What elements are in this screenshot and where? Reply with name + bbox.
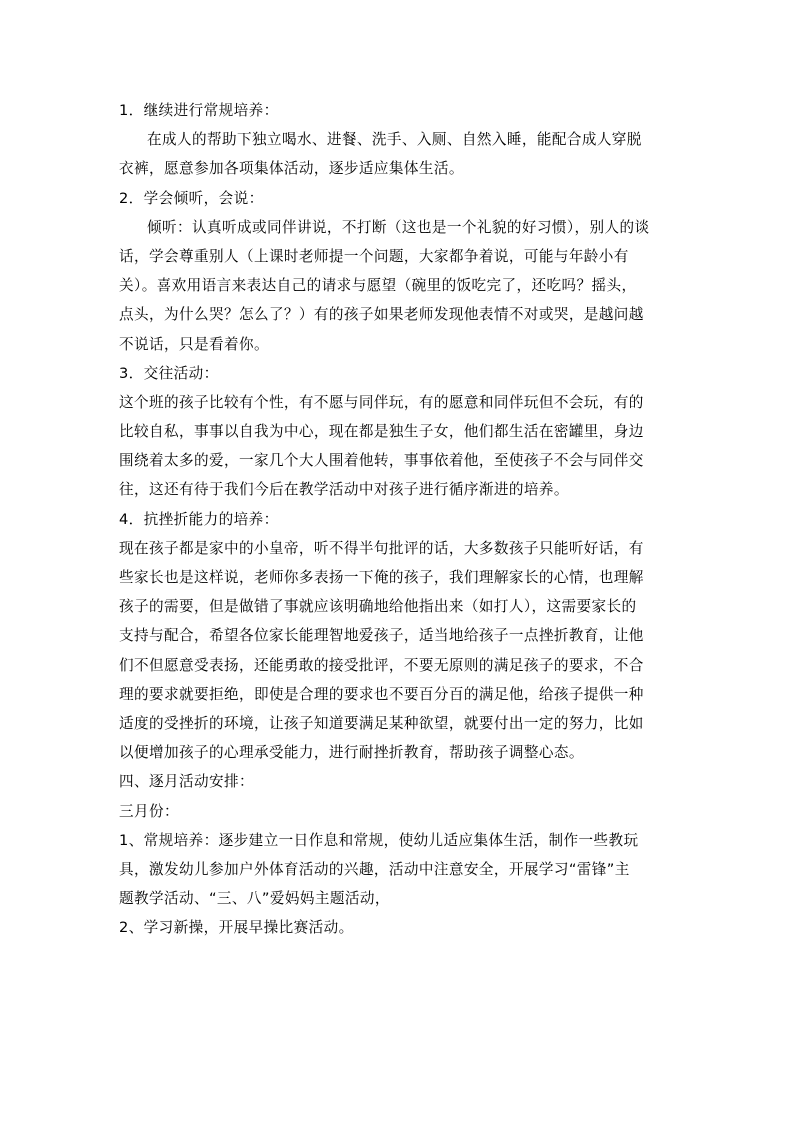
section-heading: 1．继续进行常规培养： — [119, 102, 279, 119]
paragraph-line: 适度的受挫折的环境，让孩子知道要满足某种欲望，就要付出一定的努力，比如 — [119, 714, 644, 732]
paragraph-line: 题教学活动、“三、八”爱妈妈主题活动， — [119, 890, 390, 908]
paragraph-line: 比较自私，事事以自我为中心，现在都是独生子女，他们都生活在密罐里，身边 — [119, 423, 644, 441]
paragraph-line: 孩子的需要，但是做错了事就应该明确地给他指出来（如打人），这需要家长的 — [119, 598, 637, 616]
paragraph-line: 理的要求就要拒绝，即使是合理的要求也不要百分百的满足他，给孩子提供一种 — [119, 685, 644, 703]
paragraph-line: 以便增加孩子的心理承受能力，进行耐挫折教育，帮助孩子调整心态。 — [119, 744, 584, 762]
paragraph-line: 具，激发幼儿参加户外体育活动的兴趣，活动中注意安全，开展学习“雷锋”主 — [119, 860, 630, 878]
document-body — [119, 96, 679, 942]
paragraph-line: 现在孩子都是家中的小皇帝，听不得半句批评的话，大多数孩子只能听好话，有 — [119, 539, 644, 557]
section-heading: 4．抗挫折能力的培养： — [119, 510, 279, 528]
paragraph-line: 在成人的帮助下独立喝水、进餐、洗手、入厕、自然入睡，能配合成人穿脱 — [147, 131, 642, 149]
paragraph-line: 关）。喜欢用语言来表达自己的请求与愿望（碗里的饭吃完了，还吃吗？摇头， — [119, 277, 637, 295]
paragraph-line: 2、学习新操，开展早操比赛活动。 — [119, 919, 354, 937]
paragraph-line: 1、常规培养：逐步建立一日作息和常规，使幼儿适应集体生活，制作一些教玩 — [119, 831, 639, 849]
paragraph-line: 们不但愿意受表扬，还能勇敢的接受批评，不要无原则的满足孩子的要求，不合 — [119, 656, 644, 674]
paragraph-line: 这个班的孩子比较有个性，有不愿与同伴玩，有的愿意和同伴玩但不会玩，有的 — [119, 393, 644, 411]
section-heading: 四、逐月活动安排： — [119, 773, 254, 791]
paragraph-line: 围绕着太多的爱，一家几个大人围着他转，事事依着他，至使孩子不会与同伴交 — [119, 452, 644, 470]
paragraph-line: 往，这还有待于我们今后在教学活动中对孩子进行循序渐进的培养。 — [119, 481, 569, 499]
section-heading: 2．学会倾听，会说： — [119, 189, 264, 207]
paragraph-line: 话，学会尊重别人（上课时老师提一个问题，大家都争着说，可能与年龄小有 — [119, 247, 629, 265]
section-heading: 三月份： — [119, 802, 179, 820]
paragraph-line: 倾听：认真听成或同伴讲说，不打断（这也是一个礼貌的好习惯），别人的谈 — [147, 218, 650, 236]
paragraph-line: 支持与配合，希望各位家长能理智地爱孩子，适当地给孩子一点挫折教育，让他 — [119, 627, 644, 645]
paragraph-line: 不说话，只是看着你。 — [119, 335, 269, 353]
paragraph-line: 些家长也是这样说，老师你多表扬一下俺的孩子，我们理解家长的心情，也理解 — [119, 569, 644, 586]
section-heading: 3．交往活动： — [119, 364, 219, 382]
paragraph-line: 衣裤，愿意参加各项集体活动，逐步适应集体生活。 — [119, 160, 464, 178]
paragraph-line: 点头，为什么哭？怎么了？）有的孩子如果老师发现他表情不对或哭，是越问越 — [119, 306, 644, 324]
